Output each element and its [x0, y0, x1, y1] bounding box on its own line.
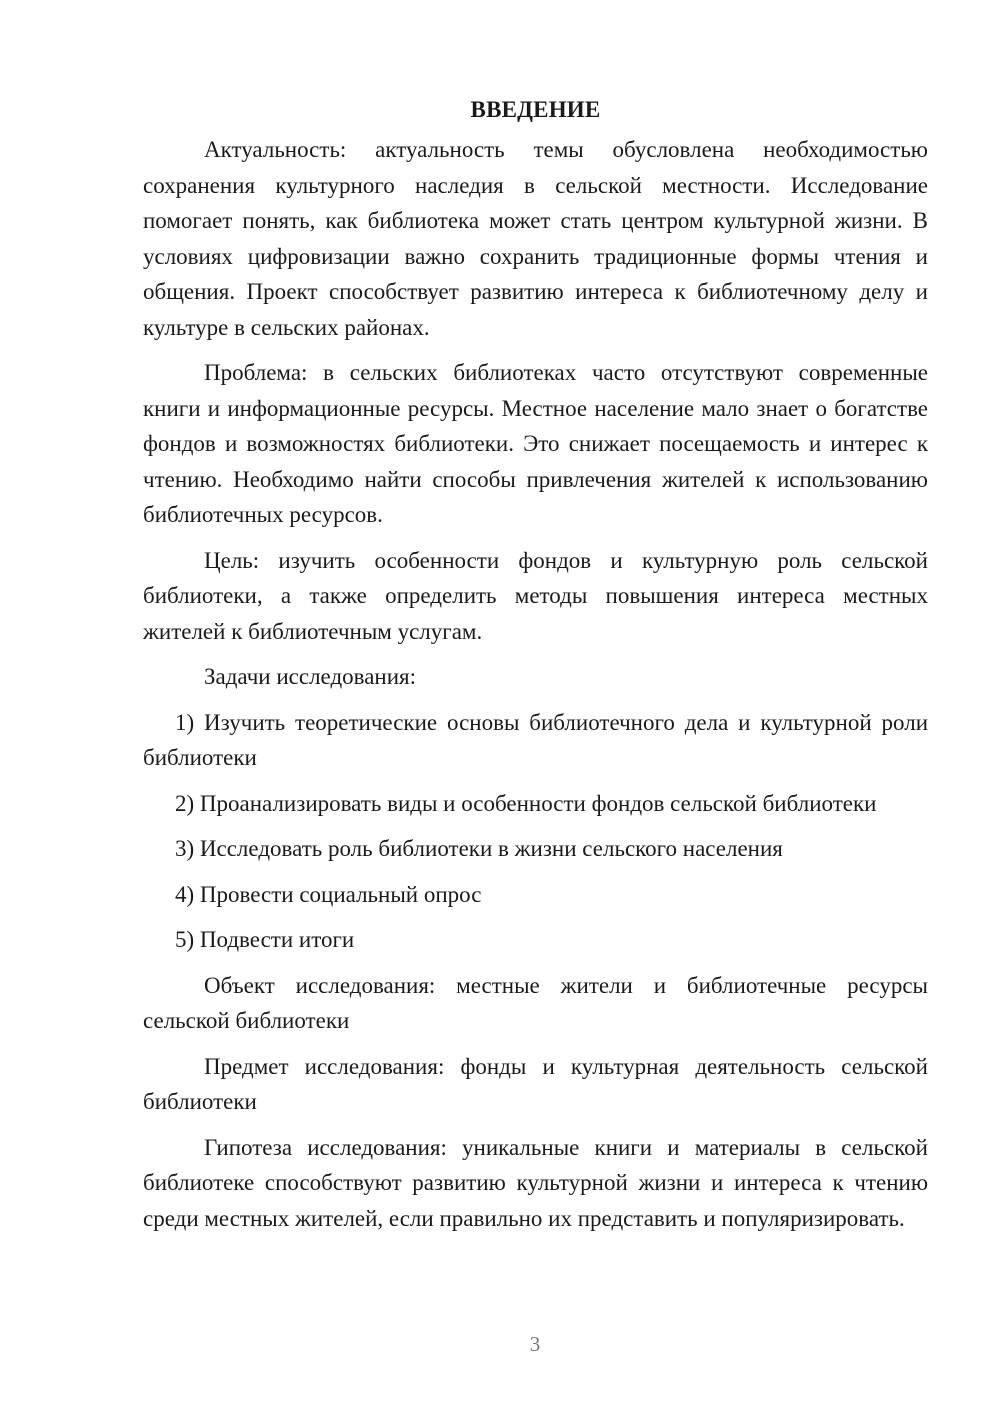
page-title: ВВЕДЕНИЕ [470, 97, 601, 122]
task-item-4: 4) Провести социальный опрос [175, 881, 482, 907]
goal-paragraph: Цель: изучить особенности фондов и культурную роль сельской библиотеки, а также определить методы повышения интереса местных жителей к библиотечным услугам. [143, 547, 928, 644]
task-item-5: 5) Подвести итоги [175, 927, 355, 952]
tasks-heading: Задачи исследования: [204, 664, 417, 689]
subject-paragraph: Предмет исследования: фонды и культурная деятельность сельской библиотеки [143, 1053, 928, 1114]
task-item-3: 3) Исследовать роль библиотеки в жизни сельского населения [175, 836, 783, 861]
relevance-paragraph: Актуальность: актуальность темы обусловлена необходимостью сохранения культурного наследия в сельской местности. Исследование помогает понять, как библиотека может стать центром культурной жизни. В условиях цифровизации важно сохранить традиционные формы чтения и общения. Проект способствует развитию интереса к библиотечному делу и культуре в сельских районах. [143, 137, 928, 340]
task-item-1: 1) Изучить теоретические основы библиотечного дела и культурной роли библиотеки [143, 709, 928, 770]
problem-paragraph: Проблема: в сельских библиотеках часто отсутствуют современные книги и информационные ресурсы. Местное население мало знает о богатстве фондов и возможностях библиотеки. Это снижает посещаемость и интерес к чтению. Необходимо найти способы привлечения жителей к использованию библиотечных ресурсов. [143, 360, 928, 527]
task-item-2: 2) Проанализировать виды и особенности фондов сельской библиотеки [175, 790, 877, 816]
hypothesis-paragraph: Гипотеза исследования: уникальные книги и материалы в сельской библиотеке способствуют развитию культурной жизни и интереса к чтению среди местных жителей, если правильно их представить и популяризировать. [143, 1134, 928, 1231]
object-paragraph: Объект исследования: местные жители и библиотечные ресурсы сельской библиотеки [143, 972, 928, 1033]
page-number: 3 [529, 1332, 541, 1356]
document-page [143, 92, 928, 1246]
